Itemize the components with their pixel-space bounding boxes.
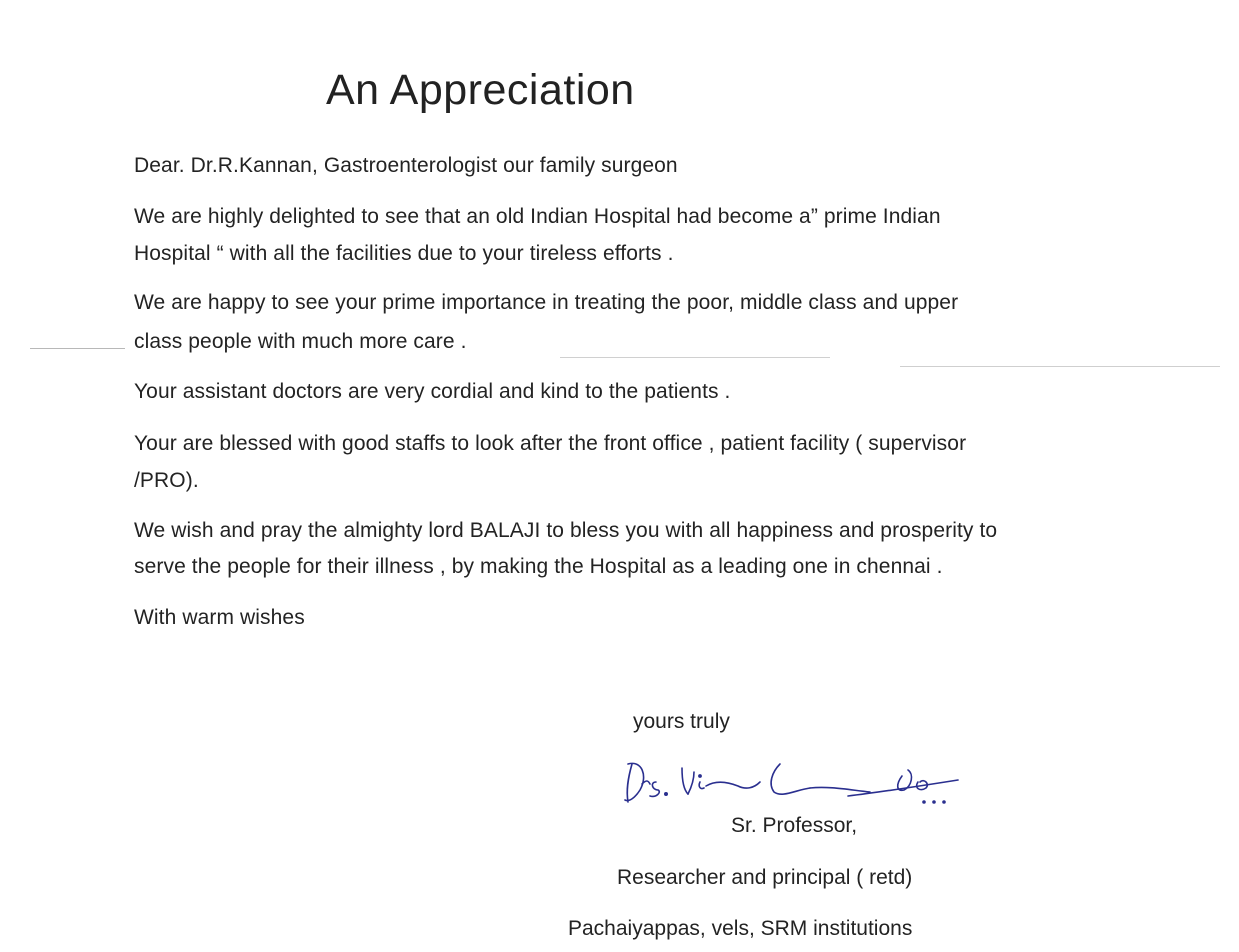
signoff: yours truly xyxy=(633,710,730,733)
paragraph-line: We are highly delighted to see that an old Indian Hospital had become a” prime Indian xyxy=(134,205,941,228)
salutation: Dear. Dr.R.Kannan, Gastroenterologist our family surgeon xyxy=(134,154,678,177)
scan-streak xyxy=(560,357,830,358)
paragraph-line: serve the people for their illness , by making the Hospital as a leading one in chennai . xyxy=(134,555,943,578)
paragraph-line: Hospital “ with all the facilities due to your tireless efforts . xyxy=(134,242,674,265)
paragraph-line: We are happy to see your prime importance in treating the poor, middle class and upper xyxy=(134,291,959,314)
paragraph-line: We wish and pray the almighty lord BALAJI to bless you with all happiness and prosperity to xyxy=(134,519,998,542)
signer-role: Researcher and principal ( retd) xyxy=(617,866,913,889)
handwritten-signature xyxy=(620,750,965,810)
paragraph-line: Your assistant doctors are very cordial and kind to the patients . xyxy=(134,380,731,403)
paragraph-line: class people with much more care . xyxy=(134,330,467,353)
letter-title: An Appreciation xyxy=(326,66,635,114)
scan-streak xyxy=(900,366,1220,367)
signer-institutions: Pachaiyappas, vels, SRM institutions xyxy=(568,917,913,940)
signer-title: Sr. Professor, xyxy=(731,814,858,837)
paragraph-line: Your are blessed with good staffs to look after the front office , patient facility ( supervisor xyxy=(134,432,967,455)
paragraph-line: /PRO). xyxy=(134,469,199,492)
closing: With warm wishes xyxy=(134,606,305,629)
scan-streak xyxy=(30,348,125,349)
